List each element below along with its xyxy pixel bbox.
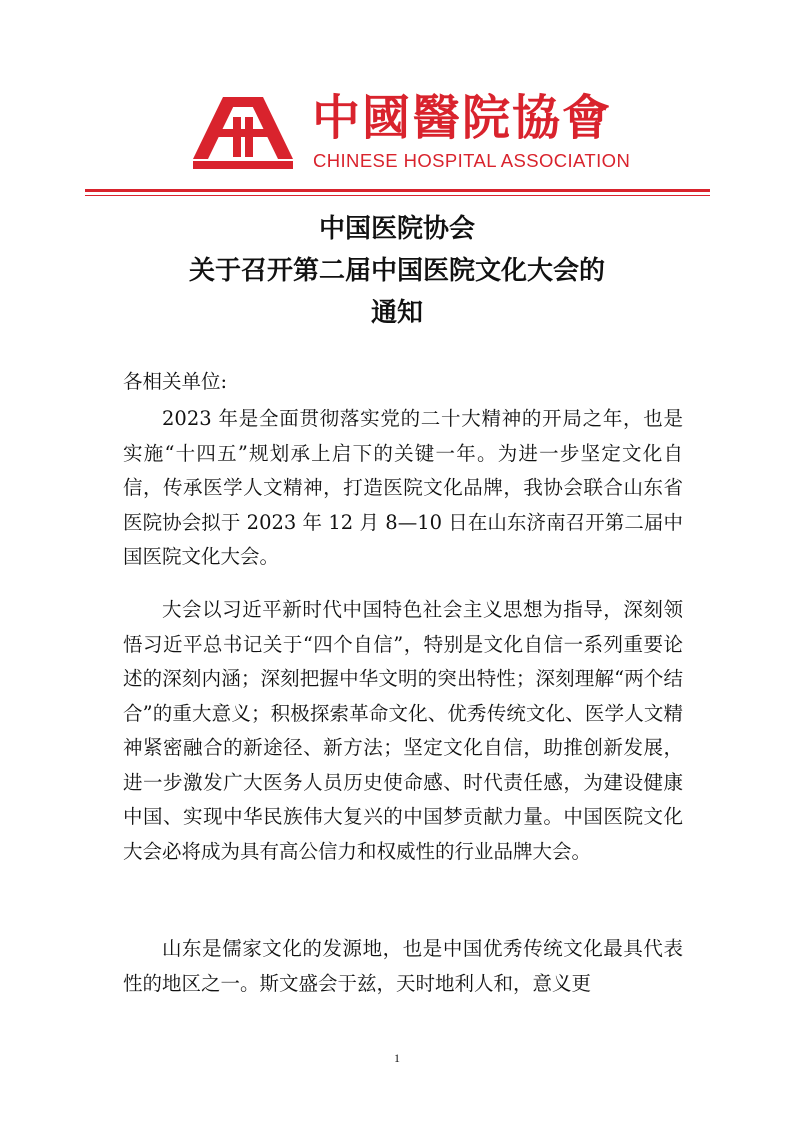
document-title-line-2: 关于召开第二届中国医院文化大会的: [188, 256, 605, 286]
header-divider-thick: [85, 189, 710, 192]
page-number: 1: [394, 1051, 400, 1065]
document-title-line-3: 通知: [370, 298, 423, 328]
cha-logo-icon: [193, 95, 293, 171]
body-paragraph: 大会以习近平新时代中国特色社会主义思想为指导，深刻领悟习近平总书记关于“四个自信”，特别是文化自信一系列重要论述的深刻内涵；深刻把握中华文明的突出特性；深刻理解“两个结合”的重大意义；积极探索革命文化、优秀传统文化、医学人文精神紧密融合的新途径、新方法；坚定文化自信，助推创新发展，进一步激发广大医务人员历史使命感、时代责任感，为建设健康中国、实现中华民族伟大复兴的中国梦贡献力量。中国医院文化大会必将成为具有高公信力和权威性的行业品牌大会。: [123, 598, 683, 863]
header-divider-thin: [85, 195, 710, 196]
document-title-line-1: 中国医院协会: [318, 214, 475, 244]
org-name-english: CHINESE HOSPITAL ASSOCIATION: [313, 150, 631, 171]
body-paragraph: 2023 年是全面贯彻落实党的二十大精神的开局之年，也是实施“十四五”规划承上启下的关键一年。为进一步坚定文化自信，传承医学人文精神，打造医院文化品牌，我协会联合山东省医院协会拟于 2023 年 12 月 8—10 日在山东济南召开第二届中国医院文化大会。: [123, 407, 683, 568]
body-paragraph: 山东是儒家文化的发源地，也是中国优秀传统文化最具代表性的地区之一。斯文盛会于兹，天时地利人和，意义更: [123, 937, 683, 995]
letterhead: [0, 0, 794, 200]
salutation: 各相关单位:: [123, 370, 228, 393]
org-name-chinese: 中國醫院協會: [312, 90, 613, 146]
